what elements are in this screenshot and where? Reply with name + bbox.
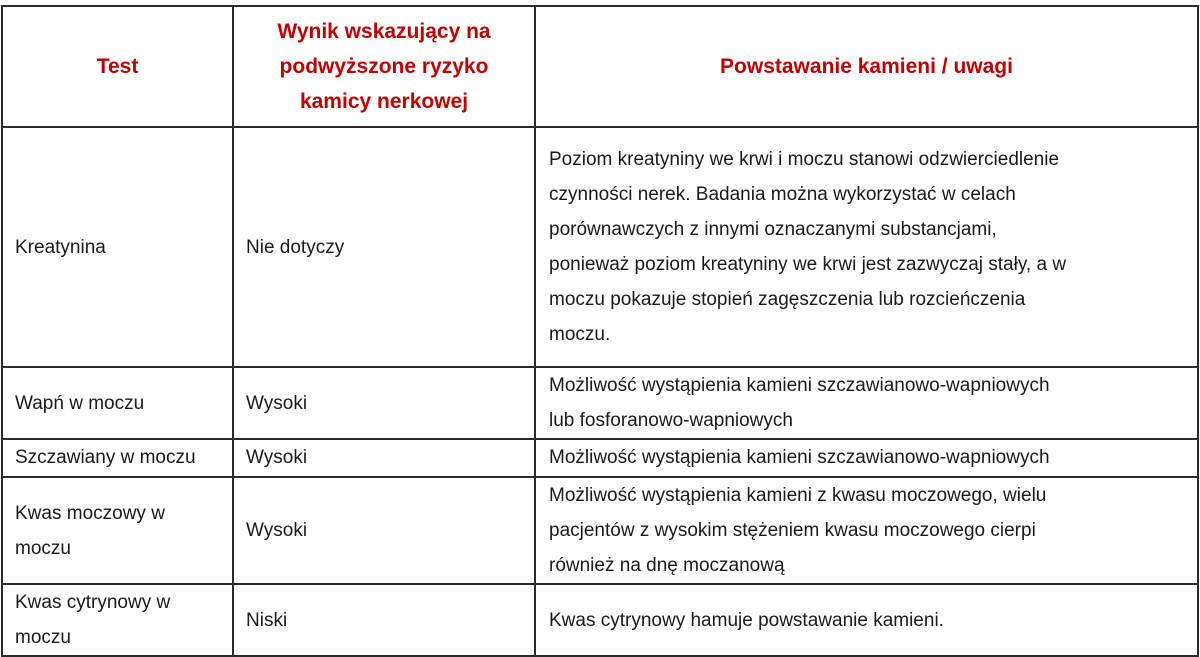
cell-test-text: moczu [15, 537, 71, 559]
kidney-stone-risk-table-container [1, 5, 1197, 657]
cell-notes [535, 367, 1198, 439]
table-row [2, 127, 1198, 367]
cell-test [2, 367, 233, 439]
cell-test [2, 127, 233, 367]
cell-test-text: Kwas cytrynowy w [15, 592, 171, 613]
cell-test-text: Kreatynina [15, 236, 106, 258]
cell-notes-line: moczu. [549, 324, 611, 345]
cell-notes-line: również na dnę moczanową [549, 555, 785, 576]
cell-notes [535, 477, 1198, 584]
cell-notes-line: Możliwość wystąpienia kamieni z kwasu moczowego, wielu [549, 485, 1047, 506]
cell-result: Nie dotyczy [233, 127, 535, 367]
cell-test-text: moczu [15, 627, 71, 648]
cell-notes-line: moczu pokazuje stopień zagęszczenia lub rozcieńczenia [549, 289, 1026, 310]
table-row [2, 439, 1198, 477]
cell-notes-line: porównawczych z innymi oznaczanymi substancjami, [549, 219, 997, 240]
cell-notes [535, 127, 1198, 367]
cell-notes [535, 584, 1198, 656]
cell-test [2, 477, 233, 584]
table-row [2, 584, 1198, 656]
cell-result: Wysoki [233, 367, 535, 439]
cell-result: Wysoki [233, 439, 535, 477]
header-result-line: podwyższone ryzyko [279, 55, 489, 78]
cell-notes-line: lub fosforanowo-wapniowych [549, 410, 793, 431]
cell-notes-line: Kwas cytrynowy hamuje powstawanie kamieni. [549, 609, 944, 631]
cell-notes-line: Poziom kreatyniny we krwi i moczu stanowi odzwierciedlenie [549, 149, 1060, 170]
kidney-stone-risk-table [1, 5, 1199, 657]
table-row [2, 477, 1198, 584]
header-row [2, 6, 1198, 127]
table-row [2, 367, 1198, 439]
cell-test [2, 439, 233, 477]
header-result [233, 6, 535, 127]
cell-notes-line: pacjentów z wysokim stężeniem kwasu moczowego cierpi [549, 520, 1036, 541]
cell-notes-line: czynności nerek. Badania można wykorzystać w celach [549, 184, 1016, 205]
header-result-line: kamicy nerkowej [299, 90, 469, 113]
cell-test-text: Wapń w moczu [15, 392, 145, 414]
cell-notes-line: ponieważ poziom kreatyniny we krwi jest zazwyczaj stały, a w [549, 254, 1067, 275]
header-test: Test [2, 6, 233, 127]
cell-test [2, 584, 233, 656]
cell-result: Wysoki [233, 477, 535, 584]
cell-test-text: Kwas moczowy w [15, 502, 165, 524]
cell-test-text: Szczawiany w moczu [15, 447, 196, 468]
cell-notes-line: Możliwość wystąpienia kamieni szczawianowo-wapniowych [549, 375, 1050, 396]
header-notes: Powstawanie kamieni / uwagi [535, 6, 1198, 127]
cell-result: Niski [233, 584, 535, 656]
cell-notes [535, 439, 1198, 477]
header-result-line: Wynik wskazujący na [277, 20, 491, 43]
cell-notes-line: Możliwość wystąpienia kamieni szczawianowo-wapniowych [549, 447, 1050, 468]
